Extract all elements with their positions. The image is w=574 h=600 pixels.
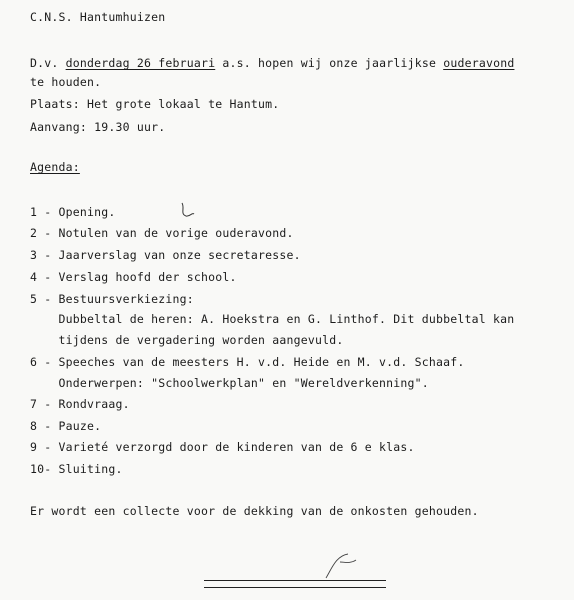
agenda-item: 10- Sluiting. [30, 462, 123, 476]
agenda-title: Agenda: [30, 160, 80, 174]
agenda-item: 8 - Pauze. [30, 419, 102, 433]
agenda-item: 7 - Rondvraag. [30, 397, 130, 411]
scribble-mark-icon [322, 550, 362, 582]
agenda-item: 9 - Varieté verzorgd door de kinderen van de 6 e klas. [30, 440, 415, 454]
intro-prefix: D.v. [30, 56, 66, 70]
meeting-date: donderdag 26 februari [65, 56, 216, 70]
agenda-item-continuation: Dubbeltal de heren: A. Hoekstra en G. Linthof. Dit dubbeltal kan [30, 312, 515, 326]
agenda-item: 4 - Verslag hoofd der school. [30, 270, 237, 284]
agenda-item: 1 - Opening. [30, 205, 116, 219]
agenda-item-continuation: tijdens de vergadering worden aangevuld. [30, 333, 344, 347]
intro-middle: a.s. hopen wij onze jaarlijkse [215, 56, 444, 70]
event-name: ouderavond [443, 56, 515, 70]
meeting-start-time: Aanvang: 19.30 uur. [30, 120, 166, 134]
closing-note: Er wordt een collecte voor de dekking van de onkosten gehouden. [30, 504, 479, 518]
meeting-place: Plaats: Het grote lokaal te Hantum. [30, 97, 280, 111]
school-header: C.N.S. Hantumhuizen [30, 10, 166, 24]
agenda-item: 5 - Bestuursverkiezing: [30, 292, 194, 306]
intro-line-1 [30, 56, 514, 70]
pen-mark-icon [176, 200, 198, 222]
agenda-item-continuation: Onderwerpen: "Schoolwerkplan" en "Wereldverkenning". [30, 376, 429, 390]
double-divider-line [204, 580, 386, 588]
agenda-item: 6 - Speeches van de meesters H. v.d. Heide en M. v.d. Schaaf. [30, 355, 465, 369]
intro-line-2: te houden. [30, 75, 102, 89]
agenda-item: 3 - Jaarverslag van onze secretaresse. [30, 248, 301, 262]
agenda-item: 2 - Notulen van de vorige ouderavond. [30, 226, 294, 240]
